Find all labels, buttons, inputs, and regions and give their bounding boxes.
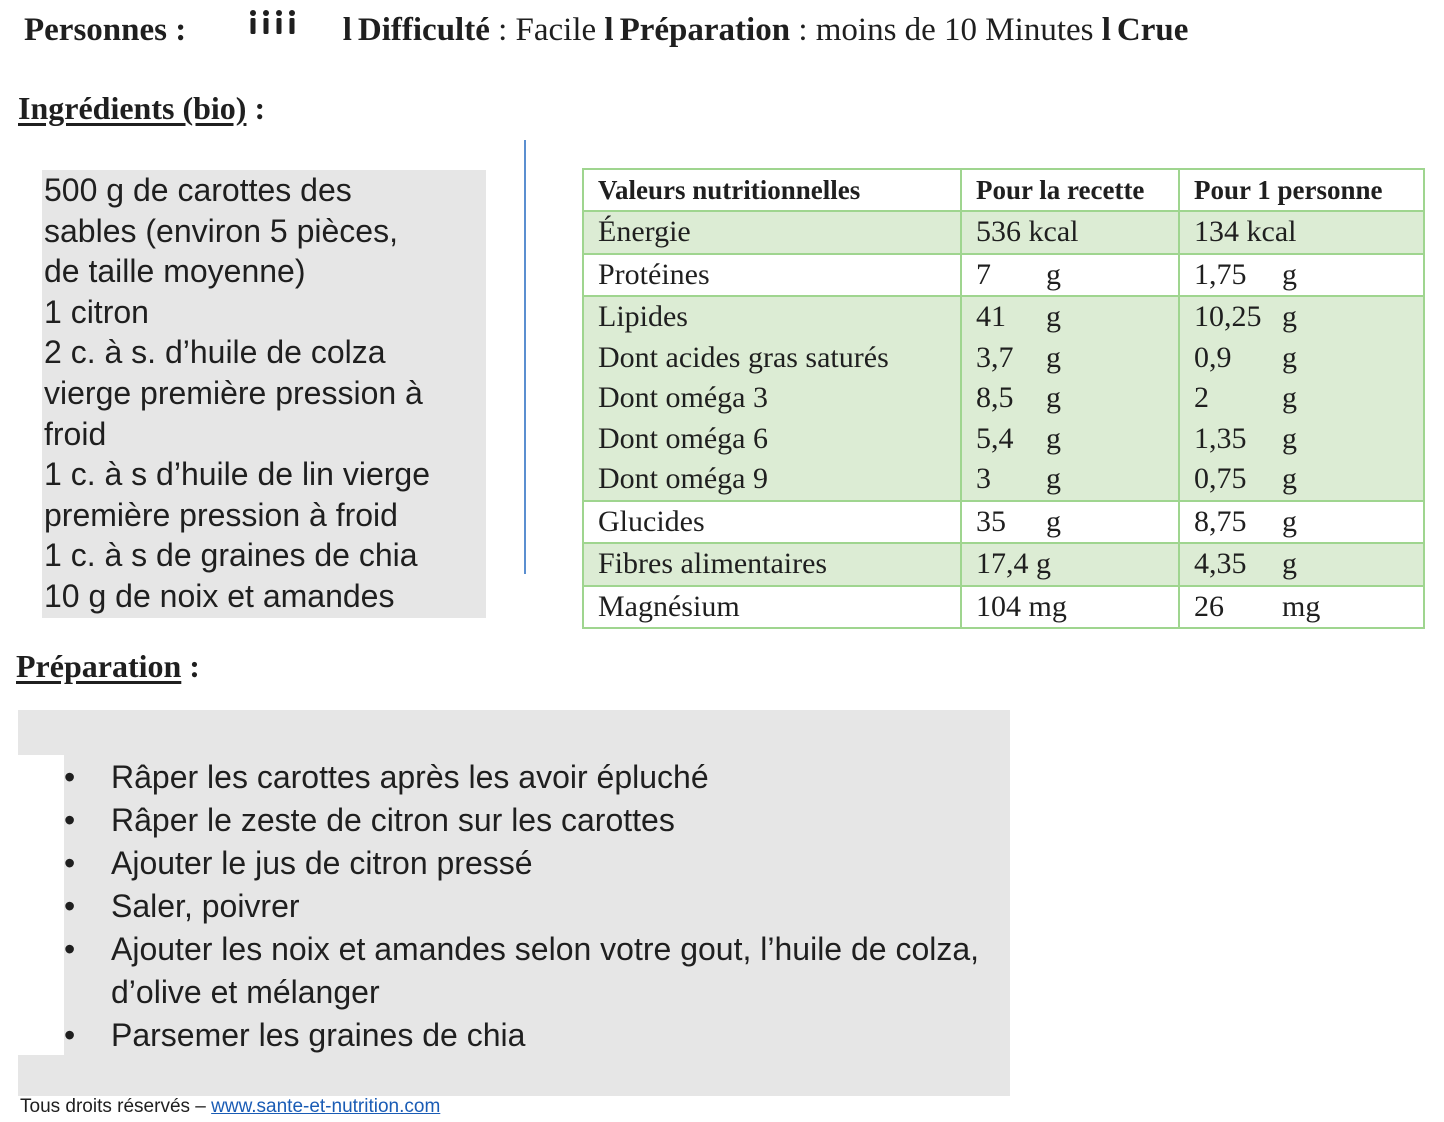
column-header: Pour 1 personne — [1179, 169, 1424, 211]
person-number: 2 — [1194, 381, 1209, 414]
lipides-label: Lipides — [598, 300, 688, 333]
ingredient-line: vierge première pression à — [44, 374, 423, 411]
person-unit: mg — [1282, 589, 1321, 623]
table-row — [583, 586, 1424, 629]
bullet-icon: • — [64, 845, 76, 881]
four-persons-icon — [248, 10, 300, 34]
recipe-unit: g — [1046, 257, 1061, 291]
person-number: 0,75 — [1194, 462, 1247, 495]
step-text: Râper le zeste de citron sur les carottes — [111, 802, 675, 838]
recipe-unit: g — [1046, 462, 1061, 495]
nutrition-table — [582, 168, 1425, 629]
column-divider — [524, 140, 526, 574]
list-item — [64, 1014, 1004, 1057]
bullet-icon: • — [64, 802, 76, 838]
person-unit: g — [1282, 340, 1297, 374]
separator: l — [1101, 12, 1111, 48]
list-item — [64, 842, 1004, 885]
person-unit: g — [1282, 300, 1297, 333]
ingredient-line: 1 citron — [44, 293, 149, 330]
persons-label: Personnes : — [24, 12, 187, 48]
ingredient-line: 1 c. à s d’huile de lin vierge — [44, 456, 430, 493]
recipe-unit: g — [1046, 504, 1061, 538]
row-label: Fibres alimentaires — [583, 543, 961, 586]
table-row — [583, 543, 1424, 586]
preparation-box-notch — [18, 755, 64, 1055]
ingredients-list — [42, 170, 486, 618]
person-number: 1,35 — [1194, 421, 1247, 455]
ingredient-line: de taille moyenne) — [44, 253, 306, 290]
step-text: Râper les carottes après les avoir épluché — [111, 759, 709, 795]
omega9-label: Dont oméga 9 — [598, 462, 768, 495]
person-number: 4,35 — [1194, 547, 1247, 580]
step-text: Ajouter le jus de citron pressé — [111, 845, 533, 881]
omega3-label: Dont oméga 3 — [598, 381, 768, 414]
table-header-row — [583, 169, 1424, 211]
bullet-icon: • — [64, 931, 76, 967]
recipe-number: 7 — [976, 257, 991, 291]
preparation-time-value: : moins de 10 Minutes — [790, 12, 1102, 48]
recipe-unit: g — [1046, 421, 1061, 455]
recipe-value: 536 kcal — [961, 211, 1179, 254]
person-unit: g — [1282, 504, 1297, 538]
column-header: Valeurs nutritionnelles — [583, 169, 961, 211]
person-value — [1179, 586, 1424, 629]
satures-label: Dont acides gras saturés — [598, 340, 889, 374]
ingredient-line: 1 c. à s de graines de chia — [44, 537, 418, 574]
person-value — [1179, 501, 1424, 544]
ingredients-title-suffix: : — [246, 90, 266, 126]
copyright-text: Tous droits réservés – — [20, 1096, 212, 1117]
list-item — [64, 928, 1004, 1014]
recipe-number: 41 — [976, 300, 1006, 333]
person-value — [1179, 543, 1424, 586]
recipe-number: 3,7 — [976, 340, 1014, 374]
footer — [20, 1096, 440, 1118]
person-unit: g — [1282, 421, 1297, 455]
person-number: 8,75 — [1194, 504, 1247, 538]
step-text: Ajouter les noix et amandes selon votre gout, l’huile de colza, d’olive et mélanger — [111, 931, 980, 1010]
person-number: 0,9 — [1194, 340, 1232, 374]
person-unit: g — [1282, 462, 1297, 495]
recipe-number: 3 — [976, 462, 991, 495]
recipe-value: 17,4 g — [961, 543, 1179, 586]
recipe-value: 104 mg — [961, 586, 1179, 629]
row-label: Magnésium — [583, 586, 961, 629]
step-text: Saler, poivrer — [111, 888, 300, 924]
ingredient-line: 500 g de carottes des — [44, 172, 352, 208]
row-label: Protéines — [583, 254, 961, 297]
preparation-time-label: Préparation — [619, 12, 791, 48]
row-label: Énergie — [583, 211, 961, 254]
ingredient-line: 2 c. à s. d’huile de colza — [44, 334, 386, 371]
separator: l — [604, 12, 614, 48]
person-unit: g — [1282, 257, 1297, 291]
ingredient-line: première pression à froid — [44, 496, 398, 533]
bullet-icon: • — [64, 759, 76, 795]
preparation-steps — [64, 756, 1004, 1057]
person-value — [1179, 296, 1424, 501]
list-item — [64, 885, 1004, 928]
recipe-header — [24, 8, 1188, 52]
table-row — [583, 254, 1424, 297]
preparation-title — [16, 648, 200, 685]
person-number: 10,25 — [1194, 300, 1262, 333]
bullet-icon: • — [64, 1017, 76, 1053]
list-item — [64, 799, 1004, 842]
person-value: 134 kcal — [1179, 211, 1424, 254]
ingredient-line: froid — [44, 415, 107, 452]
ingredient-line: 10 g de noix et amandes — [44, 577, 395, 614]
preparation-title-text: Préparation — [16, 648, 182, 684]
recipe-number: 8,5 — [976, 381, 1014, 414]
table-row — [583, 211, 1424, 254]
recipe-type: Crue — [1116, 12, 1189, 48]
recipe-unit: g — [1046, 300, 1061, 333]
preparation-title-suffix: : — [181, 648, 200, 684]
column-header: Pour la recette — [961, 169, 1179, 211]
recipe-value — [961, 254, 1179, 297]
recipe-value — [961, 501, 1179, 544]
person-unit: g — [1282, 547, 1297, 580]
website-link[interactable]: www.sante-et-nutrition.com — [211, 1096, 441, 1117]
person-unit: g — [1282, 381, 1297, 414]
table-row — [583, 501, 1424, 544]
person-number: 1,75 — [1194, 257, 1247, 291]
recipe-number: 5,4 — [976, 421, 1014, 455]
list-item — [64, 756, 1004, 799]
difficulty-value: : Facile — [489, 12, 605, 48]
separator: l — [342, 12, 352, 48]
table-row — [583, 296, 1424, 501]
row-label: Glucides — [583, 501, 961, 544]
bullet-icon: • — [64, 888, 76, 924]
ingredient-line: sables (environ 5 pièces, — [44, 212, 398, 249]
person-value — [1179, 254, 1424, 297]
recipe-unit: g — [1046, 340, 1061, 374]
difficulty-label: Difficulté — [357, 12, 490, 48]
ingredients-title-text: Ingrédients (bio) — [18, 90, 247, 126]
row-label — [583, 296, 961, 501]
ingredients-title — [18, 90, 265, 127]
recipe-number: 35 — [976, 504, 1006, 538]
step-text: Parsemer les graines de chia — [111, 1017, 526, 1053]
recipe-unit: g — [1046, 381, 1061, 414]
recipe-value — [961, 296, 1179, 501]
omega6-label: Dont oméga 6 — [598, 421, 768, 455]
person-number: 26 — [1194, 589, 1224, 623]
